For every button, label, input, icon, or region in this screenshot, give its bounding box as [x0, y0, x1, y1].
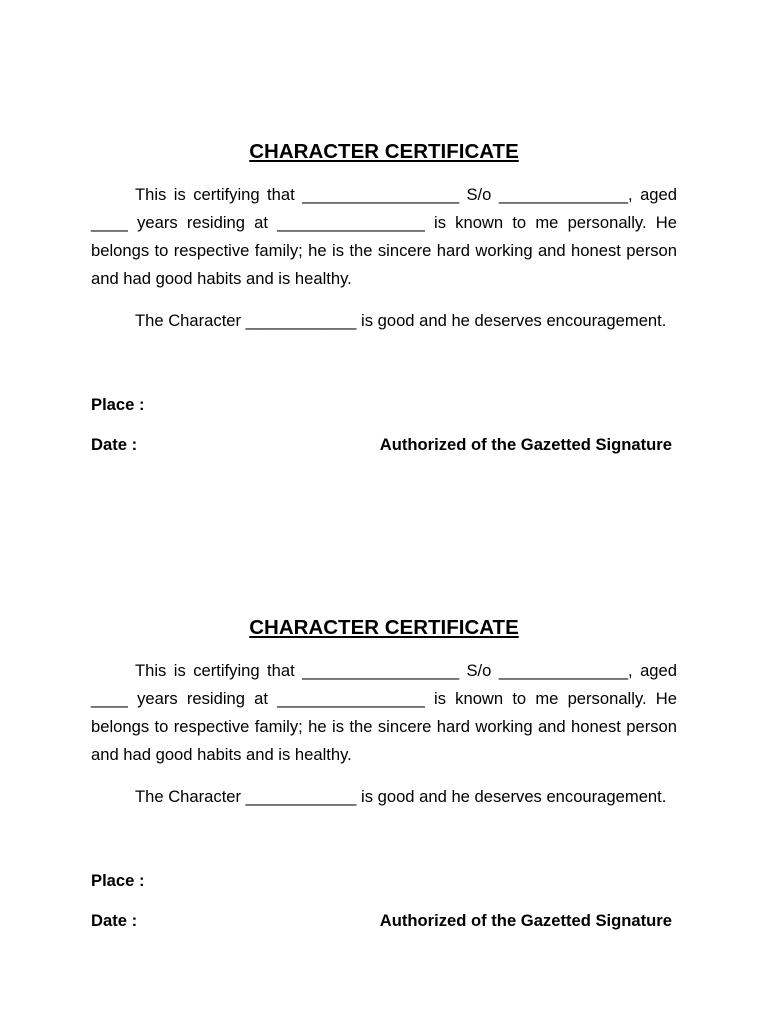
character-statement-paragraph: The Character ____________ is good and he deserves encouragement. — [135, 787, 667, 806]
certificate-body-paragraph: This is certifying that _________________ S/o ______________, aged ____ years residing at ________________ is known to me personally. He belongs to respective family; he is the sincere hard working and honest person and had good habits and is healthy. — [91, 661, 677, 764]
date-signature-row — [91, 431, 677, 459]
place-label: Place : — [91, 395, 145, 414]
signature-label: Authorized of the Gazetted Signature — [379, 911, 672, 930]
certificate-title: CHARACTER CERTIFICATE — [249, 616, 519, 639]
certificate-block-2 — [91, 613, 677, 935]
certificate-title: CHARACTER CERTIFICATE — [249, 140, 519, 163]
date-label: Date : — [91, 435, 138, 454]
date-signature-row — [91, 907, 677, 935]
place-label: Place : — [91, 871, 145, 890]
date-label: Date : — [91, 911, 138, 930]
certificate-body-paragraph: This is certifying that _________________ S/o ______________, aged ____ years residing at ________________ is known to me personally. He belongs to respective family; he is the sincere hard working and honest person and had good habits and is healthy. — [91, 185, 677, 288]
signature-label: Authorized of the Gazetted Signature — [379, 435, 672, 454]
character-statement-paragraph: The Character ____________ is good and he deserves encouragement. — [135, 311, 667, 330]
certificate-block-1 — [91, 137, 677, 459]
